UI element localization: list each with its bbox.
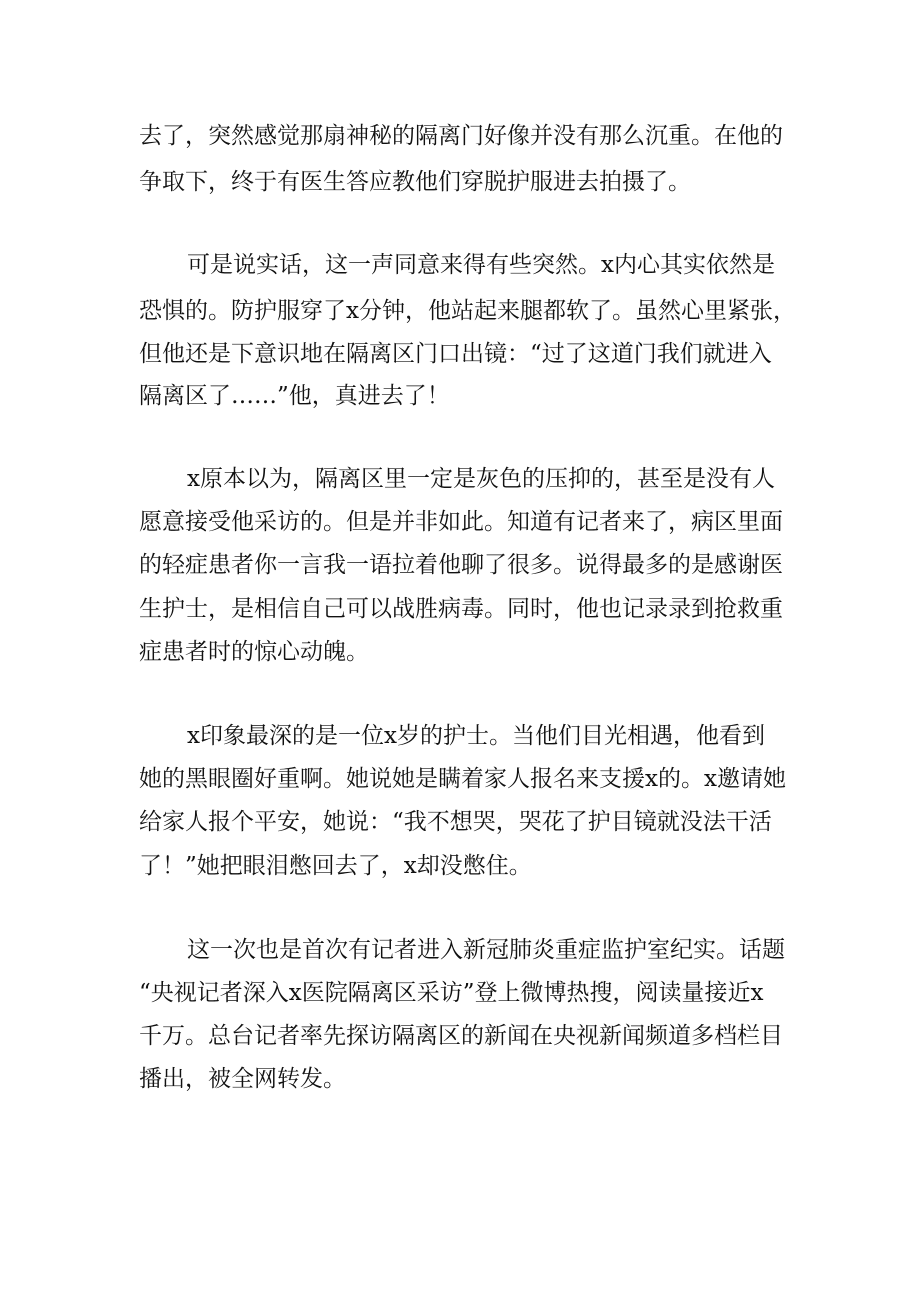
text-line: x原本以为，隔离区里一定是灰色的压抑的，甚至是没有人 bbox=[187, 466, 775, 492]
text-line: 她的黑眼圈好重啊。她说她是瞒着家人报名来支援x的。x邀请她 bbox=[139, 766, 786, 792]
text-line: 恐惧的。防护服穿了x分钟，他站起来腿都软了。虽然心里紧张， bbox=[139, 298, 796, 324]
text-line: 隔离区了……”他，真进去了！ bbox=[139, 383, 450, 409]
text-line: 但他还是下意识地在隔离区门口出镜：“过了这道门我们就进入 bbox=[139, 341, 772, 367]
text-line: 千万。总台记者率先探访隔离区的新闻在央视新闻频道多档栏目 bbox=[139, 1023, 783, 1049]
text-line: 去了，突然感觉那扇神秘的隔离门好像并没有那么沉重。在他的 bbox=[139, 123, 783, 149]
text-line: 这一次也是首次有记者进入新冠肺炎重症监护室纪实。话题 bbox=[187, 937, 785, 963]
text-line: “央视记者深入x医院隔离区采访”登上微博热搜，阅读量接近x bbox=[139, 980, 764, 1006]
text-line: 症患者时的惊心动魄。 bbox=[139, 639, 369, 665]
text-line: 播出，被全网转发。 bbox=[139, 1066, 346, 1092]
text-line: 愿意接受他采访的。但是并非如此。知道有记者来了，病区里面 bbox=[139, 509, 783, 535]
text-line: x印象最深的是一位x岁的护士。当他们目光相遇，他看到 bbox=[187, 723, 765, 749]
text-line: 了！”她把眼泪憋回去了，x却没憋住。 bbox=[139, 853, 532, 879]
text-line: 的轻症患者你一言我一语拉着他聊了很多。说得最多的是感谢医 bbox=[139, 552, 783, 578]
text-line: 争取下，终于有医生答应教他们穿脱护服进去拍摄了。 bbox=[139, 169, 691, 195]
text-line: 生护士，是相信自己可以战胜病毒。同时，他也记录录到抢救重 bbox=[139, 596, 783, 622]
text-line: 可是说实话，这一声同意来得有些突然。x内心其实依然是 bbox=[187, 252, 775, 278]
text-line: 给家人报个平安，她说：“我不想哭，哭花了护目镜就没法干活 bbox=[139, 809, 772, 835]
